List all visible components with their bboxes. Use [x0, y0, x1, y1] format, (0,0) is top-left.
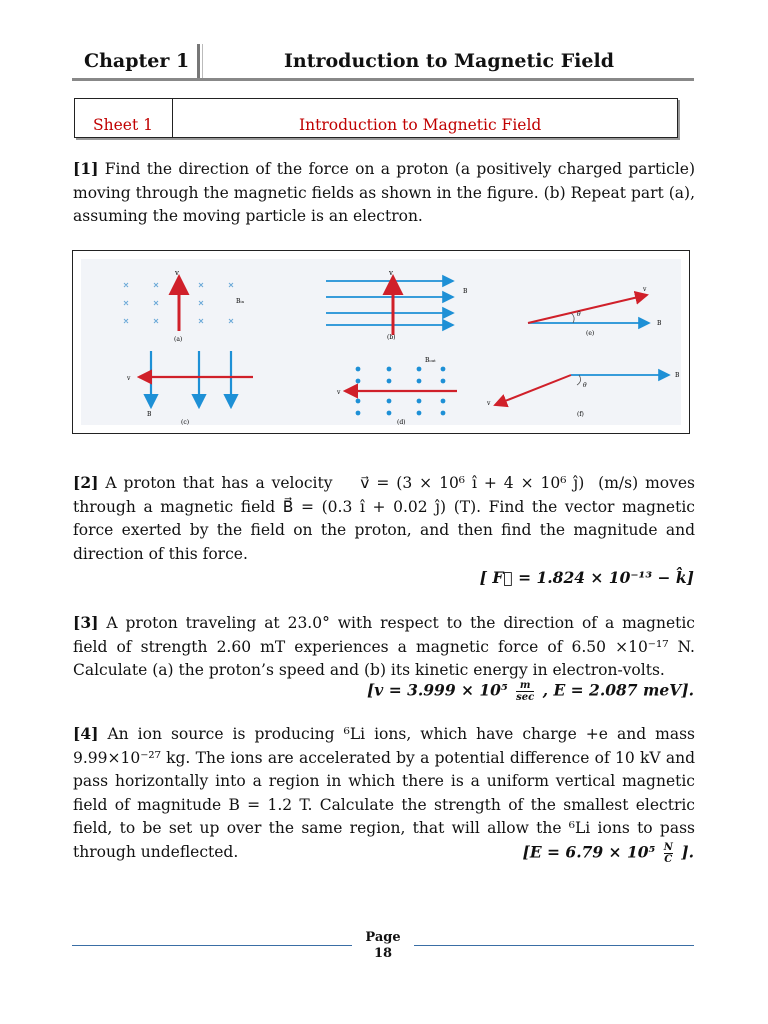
problem-2-answer: [ F⃗ = 1.824 × 10⁻¹³ − k̂]	[479, 568, 694, 587]
problem-3-number: [3]	[73, 613, 99, 632]
problem-2-text-b: through a magnetic field	[73, 497, 276, 516]
panel-a-label: (a)	[174, 336, 183, 343]
problem-3	[73, 611, 695, 683]
sheet-title: Introduction to Magnetic Field	[299, 116, 542, 134]
problem-1-text: Find the direction of the force on a proton (a positively charged particle) moving through the magnetic fields as shown in the figure. (b) Repeat part (a), assuming the moving particle is an electron.	[73, 160, 695, 225]
header-divider-thin	[202, 44, 203, 78]
problem-2	[73, 471, 695, 566]
header-divider	[197, 44, 200, 78]
footer-rule-right	[414, 945, 694, 946]
problem-1	[73, 157, 695, 229]
problem-3-text: A proton traveling at 23.0° with respect to the direction of a magnetic field of strength 2.60 mT experiences a magnetic force of 6.50 ×10⁻¹⁷ N. Calculate (a) the proton’s speed and (b) its kinetic energy in electron-volts.	[73, 614, 695, 679]
panel-e-b-label: B	[657, 320, 662, 327]
panel-a-bin-label: Bᵢₙ	[236, 298, 245, 305]
panel-f-label: (f)	[577, 411, 584, 418]
chapter-title: Introduction to Magnetic Field	[284, 50, 614, 72]
panel-f-v-label: v	[487, 400, 491, 407]
sheet-label: Sheet 1	[93, 116, 153, 134]
header-rule	[72, 78, 694, 81]
panel-a-v-label: v	[175, 269, 179, 277]
sheet-title-box	[74, 98, 678, 138]
panel-f-b-label: B	[675, 372, 680, 379]
page-footer	[72, 930, 694, 970]
problem-4-unit-den: C	[664, 854, 673, 865]
problem-2-number: [2]	[73, 473, 99, 492]
problem-4-answer-a: [E = 6.79 × 10⁵	[522, 842, 656, 862]
panel-d-bout-label: Bₒᵤₜ	[425, 357, 436, 364]
problem-3-unit-den: sec	[516, 692, 535, 703]
problem-2-text-c: (T). Find the vector magnetic force exerted by the field on the proton, and then find the magnitude and direction of this force.	[73, 497, 695, 563]
panel-d-label: (d)	[397, 419, 406, 425]
problem-4-text: An ion source is producing ⁶Li ions, which have charge +e and mass 9.99×10⁻²⁷ kg. The ions are accelerated by a potential difference of 10 kV and pass horizontally into a region in which there is a uniform vertical magnetic field of magnitude B = 1.2 T. Calculate the strength of the smallest electric field, to be set up over the same region, that will allow the ⁶Li ions to pass through undeflected.	[73, 725, 695, 861]
problem-2-text-a: A proton that has a velocity	[105, 474, 333, 492]
chapter-label: Chapter 1	[84, 50, 190, 72]
problem-1-number: [1]	[73, 159, 99, 178]
panel-c-v-label: v	[127, 375, 131, 382]
panel-e-theta: θ	[577, 311, 581, 318]
problem-3-answer-a: [v = 3.999 × 10⁵	[366, 680, 508, 700]
page-number: 18	[373, 946, 393, 961]
panel-c-b-label: B	[147, 411, 152, 418]
page-label: Page	[365, 930, 401, 945]
problem-2-velocity: v⃗ = (3 × 10⁶ î + 4 × 10⁶ ĵ)	[360, 474, 585, 492]
panel-c-label: (c)	[181, 419, 190, 425]
page-number-block	[362, 930, 404, 962]
panel-f-theta: θ	[583, 382, 587, 389]
panel-b-label: (b)	[387, 334, 396, 341]
footer-rule-left	[72, 945, 352, 946]
problem-4-answer-b: ].	[681, 842, 694, 862]
problem-2-field: B⃗ = (0.3 î + 0.02 ĵ)	[282, 497, 447, 516]
problem-4-number: [4]	[73, 724, 99, 743]
magnetic-field-diagrams	[81, 259, 681, 425]
panel-e-v-label: v	[643, 286, 647, 293]
problem-1-figure	[72, 250, 690, 434]
panel-b-b-label: B	[463, 288, 468, 295]
problem-3-answer-b: , E = 2.087 meV].	[542, 680, 694, 700]
problem-3-unit-num: m	[516, 680, 534, 692]
panel-d-v-label: v	[337, 389, 341, 396]
problem-4-answer-unit	[664, 842, 673, 865]
problem-3-answer-unit	[516, 680, 534, 703]
page-header	[72, 40, 694, 80]
problem-2-velocity-unit: (m/s) moves	[598, 474, 695, 492]
problem-4-unit-num: N	[663, 842, 673, 853]
panel-e-label: (e)	[586, 330, 595, 337]
problem-4-answer	[522, 842, 694, 865]
problem-3-answer	[367, 680, 694, 703]
panel-b-v-label: v	[389, 269, 393, 277]
